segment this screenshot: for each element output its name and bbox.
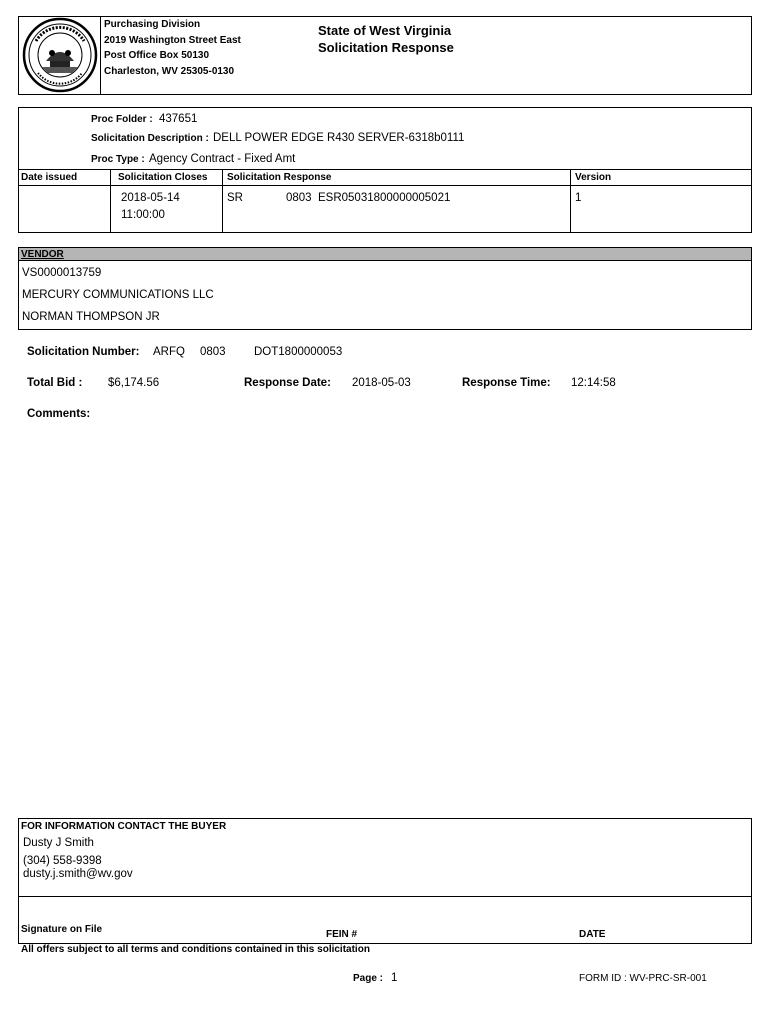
form-id: FORM ID : WV-PRC-SR-001 [579,973,707,984]
proc-folder-value: 437651 [159,113,198,125]
buyer-name: Dusty J Smith [23,837,94,849]
solicitation-number-c: DOT1800000053 [254,346,343,358]
address-line-3: Post Office Box 50130 [104,50,210,61]
date-label: DATE [579,929,606,940]
solicitation-description-label: Solicitation Description : [91,133,209,144]
response-code: SR [227,192,243,204]
vendor-contact: NORMAN THOMPSON JR [22,311,160,323]
response-id: ESR05031800000005021 [318,192,451,204]
response-num: 0803 [286,192,312,204]
proc-type-label: Proc Type : [91,154,145,165]
col-version: Version [575,172,612,183]
vendor-heading: VENDOR [21,249,64,260]
col-date-issued: Date issued [21,172,78,183]
comments-label: Comments: [27,408,91,420]
page-title-line2: Solicitation Response [318,40,454,55]
table-col-divider-3 [570,169,571,233]
table-col-divider-1 [110,169,111,233]
solicitation-number-label: Solicitation Number: [27,346,140,358]
closes-time: 11:00:00 [121,209,165,221]
total-bid-value: $6,174.56 [108,377,160,389]
buyer-heading: FOR INFORMATION CONTACT THE BUYER [21,821,227,832]
table-header-top [18,169,752,170]
response-date-value: 2018-05-03 [352,377,411,389]
address-line-2: 2019 Washington Street East [104,35,241,46]
vendor-name: MERCURY COMMUNICATIONS LLC [22,289,214,301]
response-time-value: 12:14:58 [571,377,616,389]
col-solicitation-response: Solicitation Response [227,172,332,183]
header-divider [100,16,101,95]
closes-date: 2018-05-14 [121,192,180,204]
fein-label: FEIN # [326,929,358,940]
solicitation-number-b: 0803 [200,346,226,358]
response-time-label: Response Time: [462,377,551,389]
version-value: 1 [575,192,582,204]
terms-notice: All offers subject to all terms and conditions contained in this solicitation [21,944,370,955]
table-col-divider-2 [222,169,223,233]
signature-label: Signature on File [21,924,103,935]
buyer-email: dusty.j.smith@wv.gov [23,868,133,880]
vendor-heading-bar [19,248,751,261]
total-bid-label: Total Bid : [27,377,83,389]
proc-folder-label: Proc Folder : [91,114,153,125]
table-header-bottom [18,185,752,186]
page-label: Page : [353,973,384,984]
solicitation-number-a: ARFQ [153,346,185,358]
state-seal-icon [22,17,98,93]
page-title-line1: State of West Virginia [318,23,452,38]
col-solicitation-closes: Solicitation Closes [118,172,208,183]
address-line-4: Charleston, WV 25305-0130 [104,66,235,77]
address-line-1: Purchasing Division [104,19,201,30]
proc-type-value: Agency Contract - Fixed Amt [149,153,296,165]
response-date-label: Response Date: [244,377,331,389]
buyer-phone: (304) 558-9398 [23,855,102,867]
buyer-signature-divider [18,896,752,897]
page-number: 1 [391,972,398,984]
solicitation-description-value: DELL POWER EDGE R430 SERVER-6318b0111 [213,132,465,144]
buyer-box [18,818,752,944]
vendor-id: VS0000013759 [22,267,102,279]
